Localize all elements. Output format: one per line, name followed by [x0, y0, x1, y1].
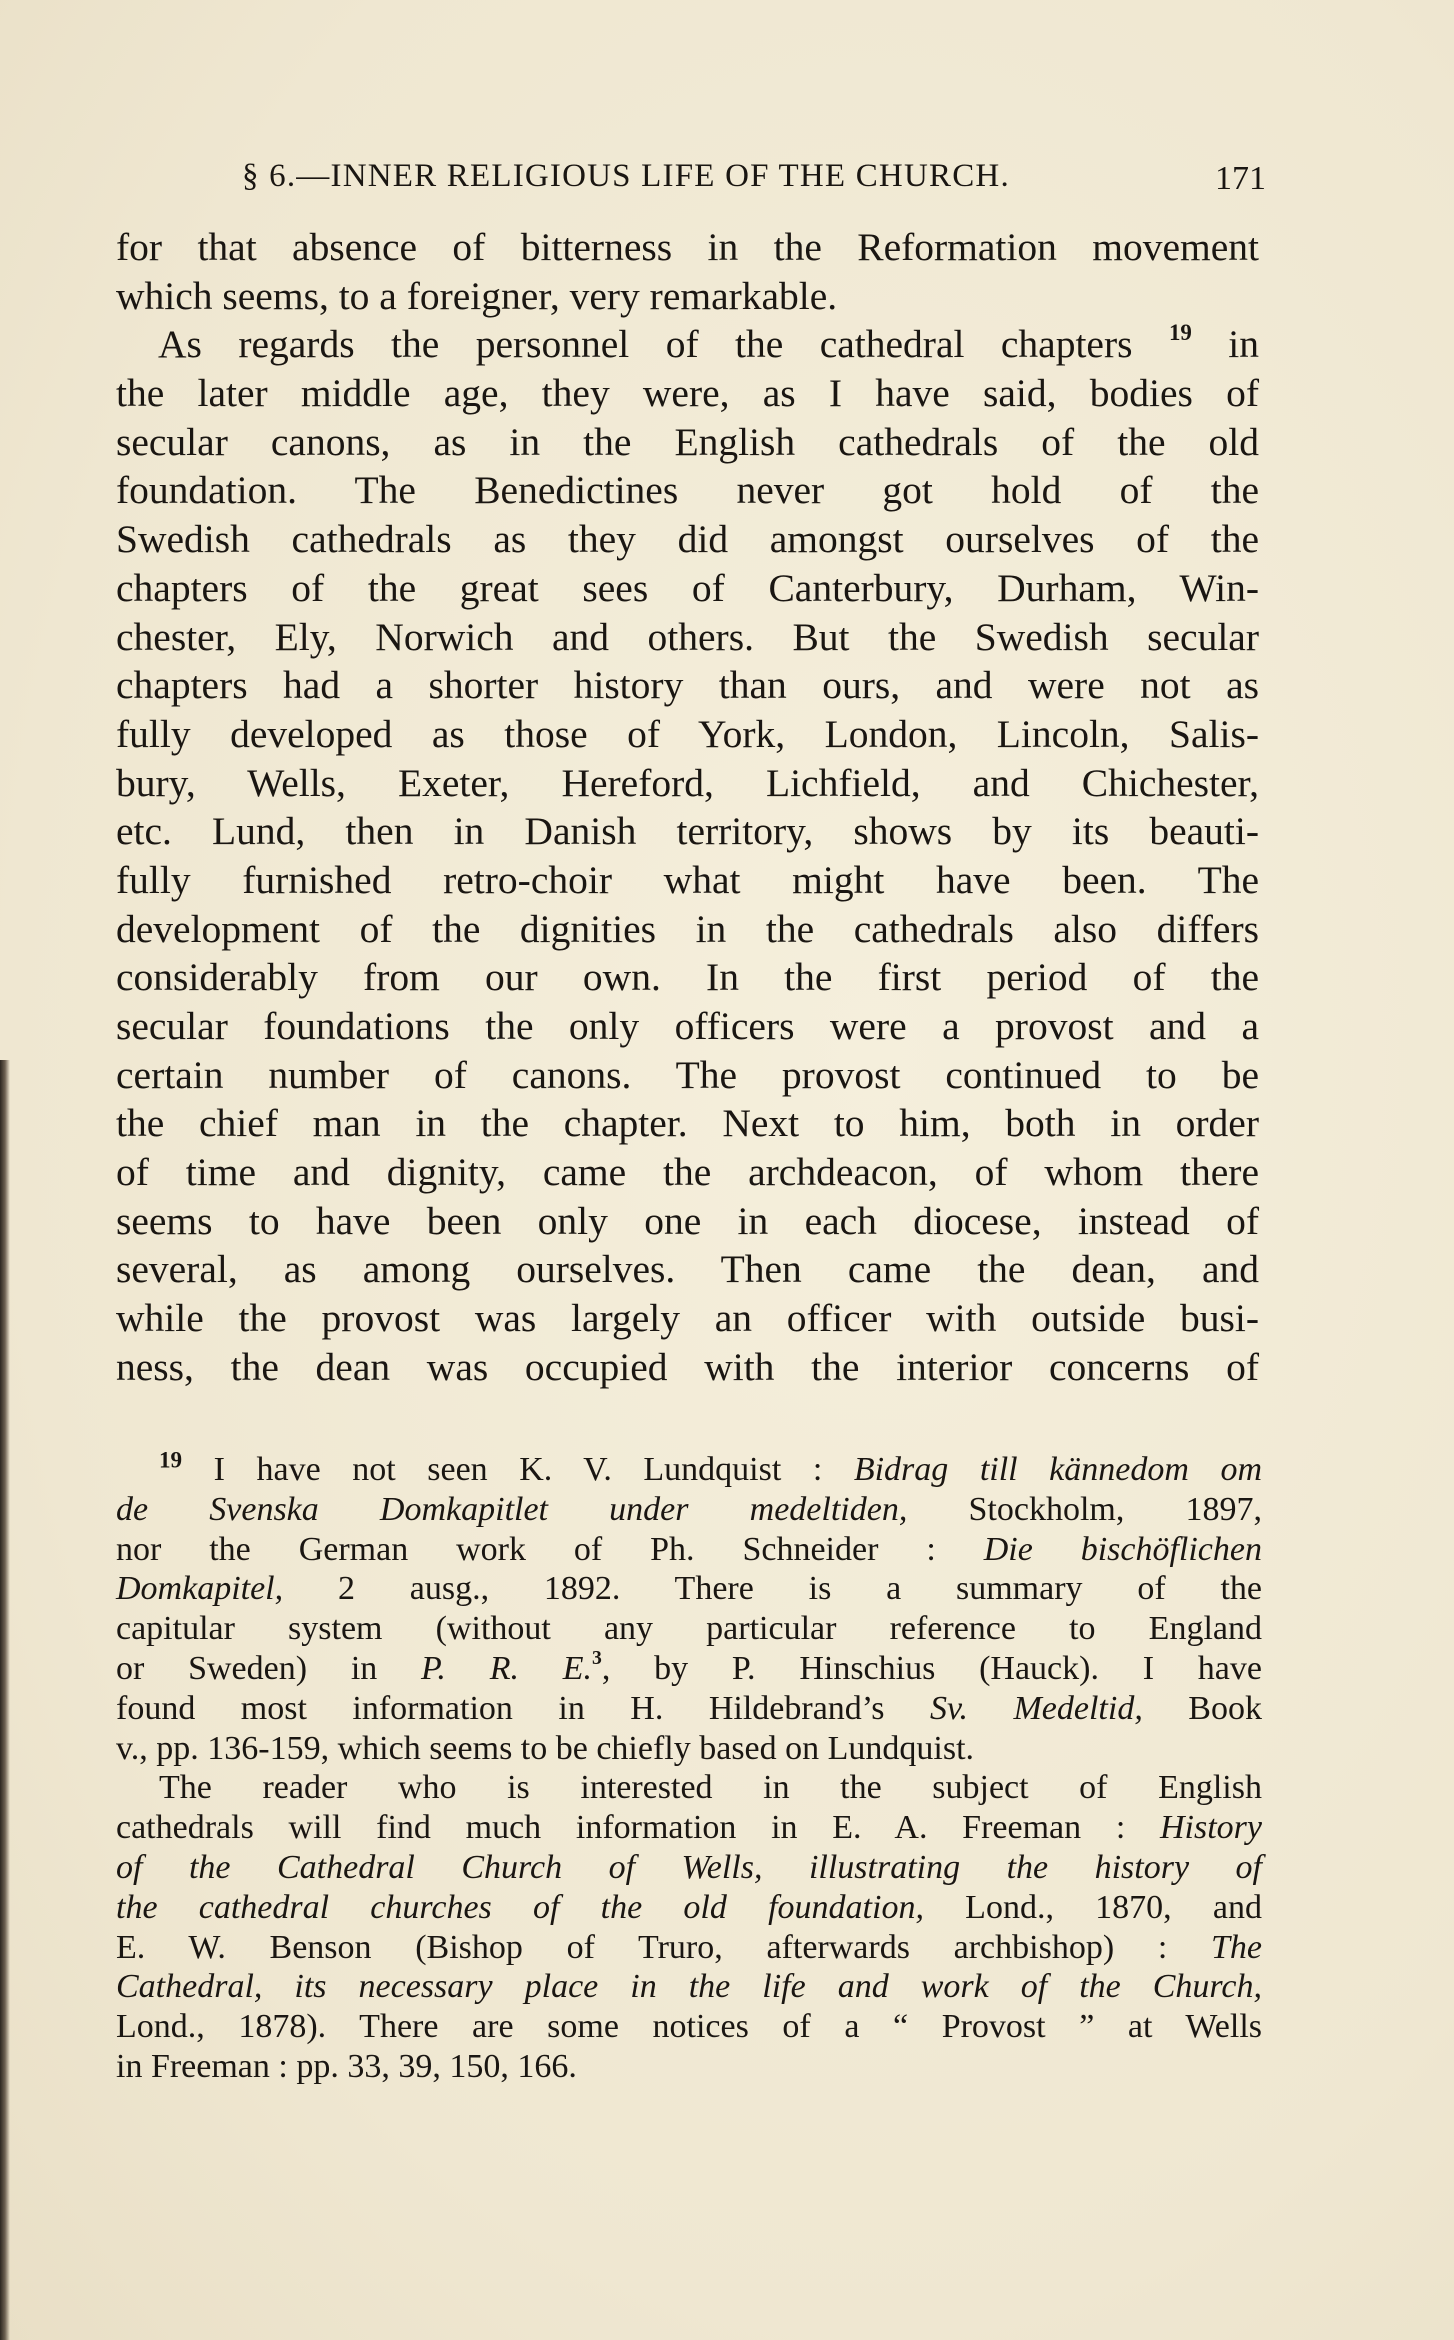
- footnote-title: Domkapitel,: [116, 1570, 284, 1608]
- footnote-line: The reader who is interested in the subject of English: [159, 1769, 1262, 1807]
- footnote-reference[interactable]: 19: [1168, 320, 1192, 346]
- footnote-line: [116, 1928, 1262, 1968]
- footnote-block: [116, 1447, 1263, 2087]
- footnote-text: 2 ausg., 1892. There is a summary of the: [283, 1570, 1262, 1608]
- body-line: certain number of canons. The provost continued to be: [116, 1052, 1259, 1097]
- body-line: for that absence of bitterness in the Reformation movement: [116, 225, 1259, 269]
- body-line: chapters had a shorter history than ours, and were not as: [116, 663, 1259, 708]
- footnote-text: I have not seen K. V. Lundquist :: [213, 1451, 854, 1488]
- footnote-line: [116, 1447, 1263, 1490]
- body-line: bury, Wells, Exeter, Hereford, Lichfield, and Chichester,: [116, 760, 1259, 805]
- footnote-line: [116, 1530, 1262, 1570]
- body-line-with-footnote-ref: [116, 320, 1259, 369]
- footnote-line: [116, 1967, 1262, 2007]
- footnote-line: [116, 1689, 1262, 1729]
- footnote-title: Die bischöflichen: [983, 1530, 1262, 1568]
- body-line: fully developed as those of York, London, Lincoln, Salis-: [116, 711, 1259, 756]
- body-line: ness, the dean was occupied with the interior concerns of: [116, 1344, 1259, 1389]
- body-line: chester, Ely, Norwich and others. But the Swedish secular: [116, 614, 1259, 659]
- footnote-text: , by P. Hinschius (Hauck). I have: [601, 1649, 1262, 1687]
- footnote-text: cathedrals will find much information in E. A. Freeman :: [116, 1809, 1160, 1847]
- footnote-line: [116, 1888, 1262, 1928]
- body-line: secular foundations the only officers were a provost and a: [116, 1004, 1259, 1048]
- footnote-line: capitular system (without any particular reference to England: [116, 1610, 1262, 1648]
- page-header: [116, 158, 1266, 202]
- footnote-title: Sv. Medeltid,: [929, 1689, 1143, 1727]
- body-line: which seems, to a foreigner, very remarkable.: [116, 273, 838, 318]
- footnote-title: P. R. E.: [421, 1649, 593, 1687]
- footnote-line: [116, 1808, 1262, 1848]
- footnote-title: The: [1211, 1928, 1262, 1966]
- body-line: seems to have been only one in each diocese, instead of: [116, 1198, 1259, 1243]
- footnote-title: Cathedral, its necessary place in the life and work of the Church,: [116, 1968, 1262, 2006]
- body-line: the chief man in the chapter. Next to him, both in order: [116, 1101, 1259, 1146]
- footnote-text: or Sweden) in: [116, 1649, 422, 1687]
- footnote-number: 19: [159, 1447, 183, 1474]
- footnote-title: the cathedral churches of the old foundation,: [116, 1888, 924, 1926]
- body-line: the later middle age, they were, as I have said, bodies of: [116, 371, 1259, 416]
- footnote-text: found most information in H. Hildebrand’s: [116, 1689, 930, 1727]
- footnote-title: Bidrag till kännedom om: [853, 1451, 1263, 1488]
- footnote-line: [116, 1490, 1262, 1530]
- body-line: secular canons, as in the English cathedrals of the old: [116, 419, 1259, 464]
- page-number: 171: [1215, 160, 1266, 197]
- footnote-line: [116, 1569, 1262, 1609]
- footnote-text: Lond., 1870, and: [923, 1888, 1262, 1926]
- footnote-text: Stockholm, 1897,: [907, 1490, 1263, 1528]
- body-line: of time and dignity, came the archdeacon, of whom there: [116, 1150, 1259, 1195]
- body-line: considerably from our own. In the first period of the: [116, 955, 1259, 1000]
- edition-superscript: 3: [592, 1647, 602, 1670]
- footnote-line: in Freeman : pp. 33, 39, 150, 166.: [116, 2047, 577, 2085]
- body-line: chapters of the great sees of Canterbury, Durham, Win-: [116, 565, 1259, 610]
- body-line: while the provost was largely an officer with outside busi-: [116, 1296, 1259, 1341]
- body-line: several, as among ourselves. Then came the dean, and: [116, 1247, 1259, 1292]
- footnote-line: v., pp. 136-159, which seems to be chiefly based on Lundquist.: [116, 1729, 975, 1767]
- footnote-line: [116, 1848, 1262, 1888]
- body-line-text: As regards the personnel of the cathedral chapters: [158, 322, 1133, 367]
- body-line-tail: in: [1228, 322, 1260, 367]
- footnote-line: Lond., 1878). There are some notices of a “ Provost ” at Wells: [116, 2008, 1262, 2046]
- footnote-text: Book: [1142, 1689, 1262, 1727]
- footnote-title: de Svenska Domkapitlet under medeltiden,: [116, 1490, 908, 1528]
- body-line: etc. Lund, then in Danish territory, shows by its beauti-: [116, 809, 1259, 854]
- body-line: development of the dignities in the cathedrals also differs: [116, 906, 1259, 951]
- body-line: foundation. The Benedictines never got hold of the: [116, 468, 1259, 513]
- running-head: § 6.—INNER RELIGIOUS LIFE OF THE CHURCH.: [242, 158, 1010, 194]
- footnote-title: of the Cathedral Church of Wells, illustrating the history of: [116, 1848, 1262, 1886]
- body-text: [116, 223, 1259, 1392]
- footnote-title: History: [1160, 1809, 1262, 1847]
- footnote-text: nor the German work of Ph. Schneider :: [116, 1530, 984, 1568]
- body-line: fully furnished retro-choir what might have been. The: [116, 857, 1259, 902]
- binding-edge: [0, 1060, 10, 2340]
- body-line: Swedish cathedrals as they did amongst ourselves of the: [116, 517, 1259, 562]
- footnote-line: [116, 1649, 1262, 1689]
- footnote-text: E. W. Benson (Bishop of Truro, afterwards archbishop) :: [116, 1928, 1211, 1966]
